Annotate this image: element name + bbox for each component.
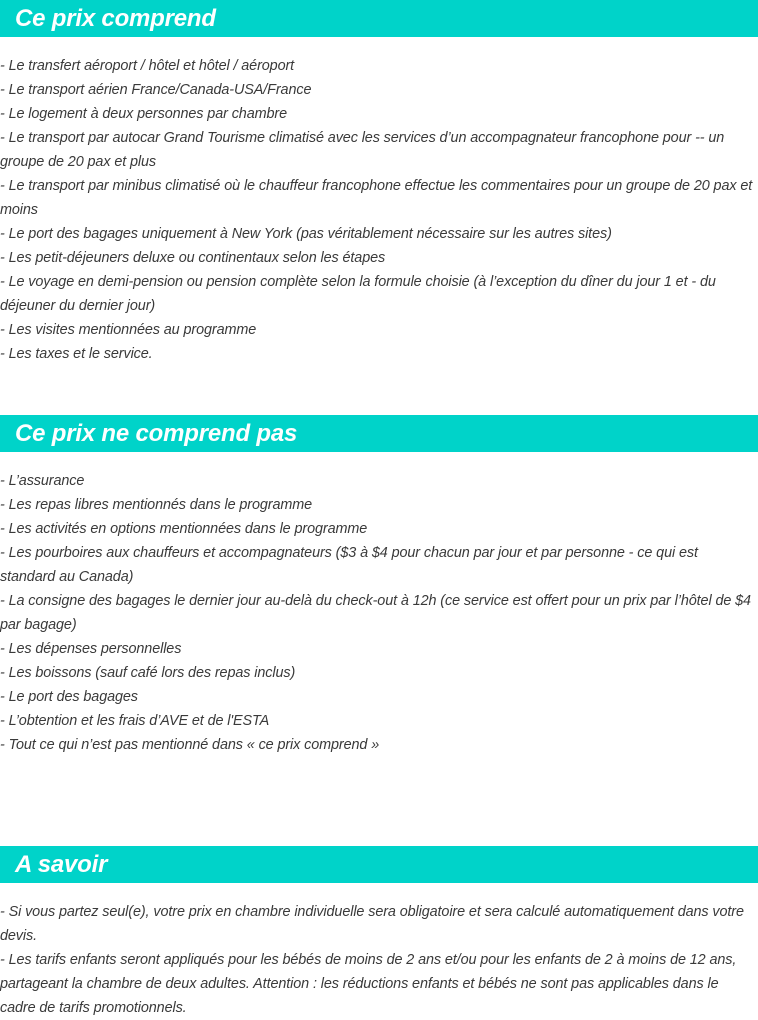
list-item: - Le transport aérien France/Canada-USA/France: [0, 82, 312, 98]
section-header-bar: [0, 846, 758, 883]
included-list: [0, 54, 758, 366]
list-item: - Les dépenses personnelles: [0, 641, 182, 657]
section-good-to-know: [0, 846, 758, 1020]
list-item: - Les taxes et le service.: [0, 346, 153, 362]
list-item: - Le transfert aéroport / hôtel et hôtel / aéroport: [0, 58, 295, 74]
list-item: - Les pourboires aux chauffeurs et accompagnateurs ($3 à $4 pour chacun par jour et par personne - ce qui est standard au Canada): [0, 545, 698, 585]
list-item: - Le port des bagages: [0, 689, 138, 705]
section-price-excludes: [0, 415, 758, 757]
list-item: - Les repas libres mentionnés dans le programme: [0, 497, 313, 513]
list-item: - Le logement à deux personnes par chambre: [0, 106, 287, 122]
section-header-bar: [0, 0, 758, 37]
list-item: - Les visites mentionnées au programme: [0, 322, 257, 338]
list-item: - L’obtention et les frais d’AVE et de l'ESTA: [0, 713, 270, 729]
list-item: - Les tarifs enfants seront appliqués pour les bébés de moins de 2 ans et/ou pour les enfants de 2 à moins de 12 ans, partageant la chambre de deux adultes. Attention : les réductions enfants et bébés ne sont pas applicables dans le cadre de tarifs promotionnels.: [0, 952, 737, 1016]
list-item: - Les petit-déjeuners deluxe ou continentaux selon les étapes: [0, 250, 386, 266]
list-item: - Le voyage en demi-pension ou pension complète selon la formule choisie (à l’exception du dîner du jour 1 et - du déjeuner du dernier jour): [0, 274, 716, 314]
list-item: - L’assurance: [0, 473, 85, 489]
list-item: - Les activités en options mentionnées dans le programme: [0, 521, 368, 537]
list-item: - Le transport par autocar Grand Tourisme climatisé avec les services d’un accompagnateur francophone pour -- un groupe de 20 pax et plus: [0, 130, 725, 170]
list-item: - Si vous partez seul(e), votre prix en chambre individuelle sera obligatoire et sera calculé automatiquement dans votre devis.: [0, 904, 744, 944]
section-price-includes: [0, 0, 758, 366]
section-title: Ce prix comprend: [15, 5, 216, 32]
section-header-bar: [0, 415, 758, 452]
list-item: - Tout ce qui n’est pas mentionné dans « ce prix comprend »: [0, 737, 380, 753]
info-list: [0, 900, 758, 1020]
section-title: A savoir: [15, 851, 108, 878]
list-item: - Les boissons (sauf café lors des repas inclus): [0, 665, 296, 681]
list-item: - Le transport par minibus climatisé où le chauffeur francophone effectue les commentaires pour un groupe de 20 pax et moins: [0, 178, 753, 218]
excluded-list: [0, 469, 758, 757]
list-item: - La consigne des bagages le dernier jour au-delà du check-out à 12h (ce service est offert pour un prix par l’hôtel de $4 par bagage): [0, 593, 751, 633]
section-title: Ce prix ne comprend pas: [15, 420, 298, 447]
list-item: - Le port des bagages uniquement à New York (pas véritablement nécessaire sur les autres sites): [0, 226, 612, 242]
